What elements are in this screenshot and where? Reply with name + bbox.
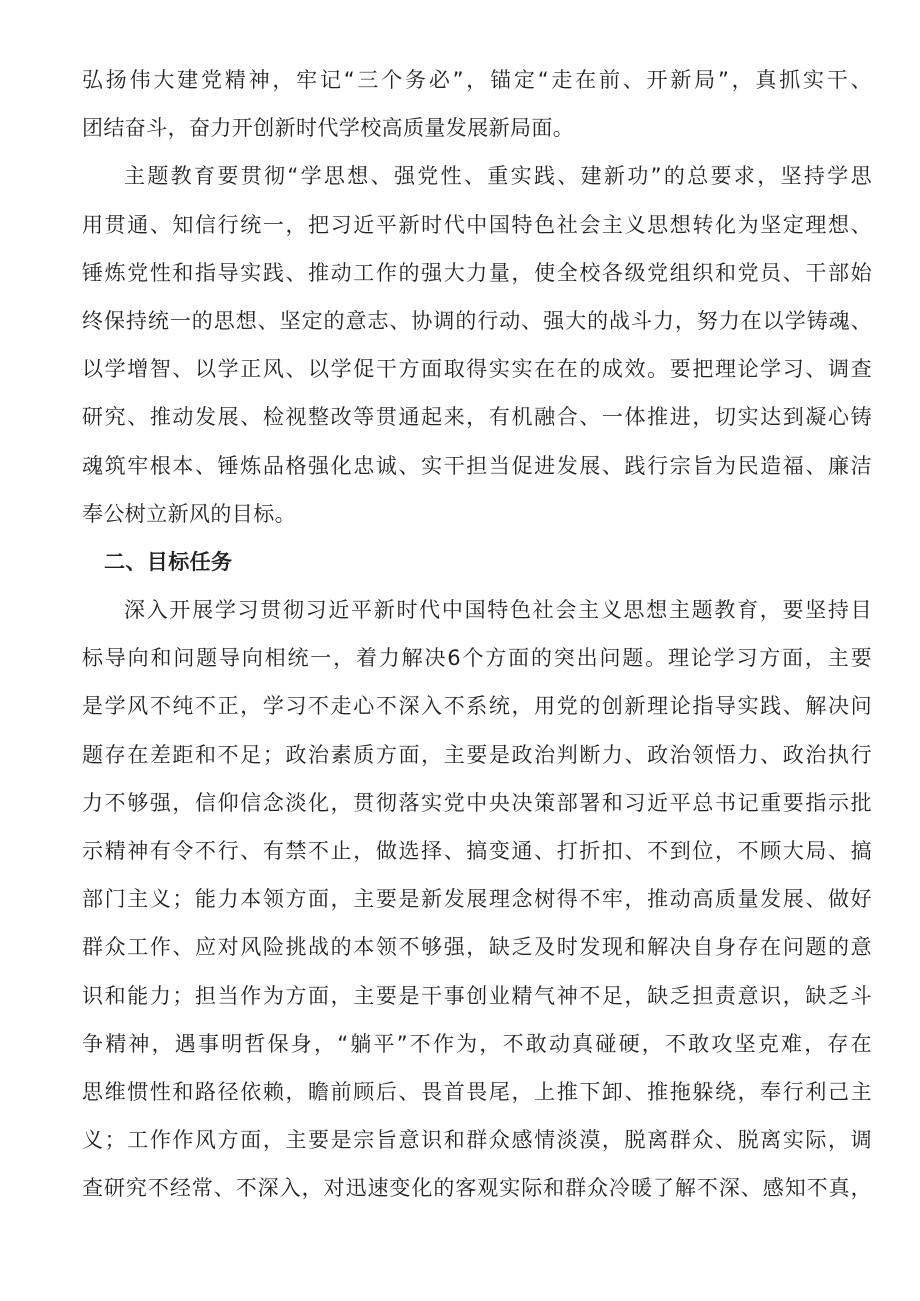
- paragraph-1: [82, 56, 872, 152]
- text-line: 终保持统一的思想、坚定的意志、协调的行动、强大的战斗力，努力在以学铸魂、: [82, 308, 872, 333]
- text-line: 示精神有令不行、有禁不止，做选择、搞变通、打折扣、不到位，不顾大局、搞: [82, 839, 872, 863]
- text-line: 识和能力；担当作为方面，主要是干事创业精气神不足，缺乏担责意识，缺乏斗: [82, 983, 872, 1008]
- text-line: 查研究不经常、不深入，对迅速变化的客观实际和群众冷暖了解不深、感知不真，: [82, 1176, 872, 1201]
- section-heading: 二、目标任务: [104, 549, 233, 574]
- paragraph-3: [82, 586, 872, 1212]
- document-body: [82, 56, 872, 1213]
- text-line: 部门主义；能力本领方面，主要是新发展理念树得不牢，推动高质量发展、做好: [82, 887, 872, 912]
- text-line: 团结奋斗，奋力开创新时代学校高质量发展新局面。: [82, 116, 575, 141]
- text-line: 魂筑牢根本、锤炼品格强化忠诚、实干担当促进发展、践行宗旨为民造福、廉洁: [82, 453, 872, 478]
- text-line: 研究、推动发展、检视整改等贯通起来，有机融合、一体推进，切实达到凝心铸: [82, 405, 872, 430]
- text-line: 弘扬伟大建党精神，牢记“三个务必”，锚定“走在前、开新局”，真抓实干、: [82, 68, 872, 92]
- text-line: 主题教育要贯彻“学思想、强党性、重实践、建新功”的总要求，坚持学思: [124, 164, 872, 189]
- text-line: 以学增智、以学正风、以学促干方面取得实实在在的成效。要把理论学习、调查: [82, 357, 872, 382]
- text-line: 题存在差距和不足；政治素质方面，主要是政治判断力、政治领悟力、政治执行: [82, 742, 872, 767]
- text-line: 群众工作、应对风险挑战的本领不够强，缺乏及时发现和解决自身存在问题的意: [82, 935, 872, 960]
- text-line: 义；工作作风方面，主要是宗旨意识和群众感情淡漠，脱离群众、脱离实际，调: [82, 1128, 872, 1153]
- text-line: 是学风不纯不正，学习不走心不深入不系统，用党的创新理论指导实践、解决问: [82, 694, 872, 719]
- text-line: 用贯通、知信行统一，把习近平新时代中国特色社会主义思想转化为坚定理想、: [82, 212, 872, 237]
- paragraph-2: [82, 152, 872, 538]
- text-line: 力不够强，信仰信念淡化，贯彻落实党中央决策部署和习近平总书记重要指示批: [82, 790, 872, 815]
- text-line: 争精神，遇事明哲保身，“躺平”不作为，不敢动真碰硬，不敢攻坚克难，存在: [82, 1031, 872, 1056]
- text-line: 奉公树立新风的目标。: [82, 501, 296, 526]
- text-line: 深入开展学习贯彻习近平新时代中国特色社会主义思想主题教育，要坚持目: [124, 598, 872, 623]
- text-line: 锤炼党性和指导实践、推动工作的强大力量，使全校各级党组织和党员、干部始: [82, 260, 872, 285]
- text-line: 思维惯性和路径依赖，瞻前顾后、畏首畏尾，上推下卸、推拖躲绕，奉行利己主: [82, 1079, 872, 1104]
- text-line: 标导向和问题导向相统一，着力解决6个方面的突出问题。理论学习方面，主要: [82, 646, 872, 671]
